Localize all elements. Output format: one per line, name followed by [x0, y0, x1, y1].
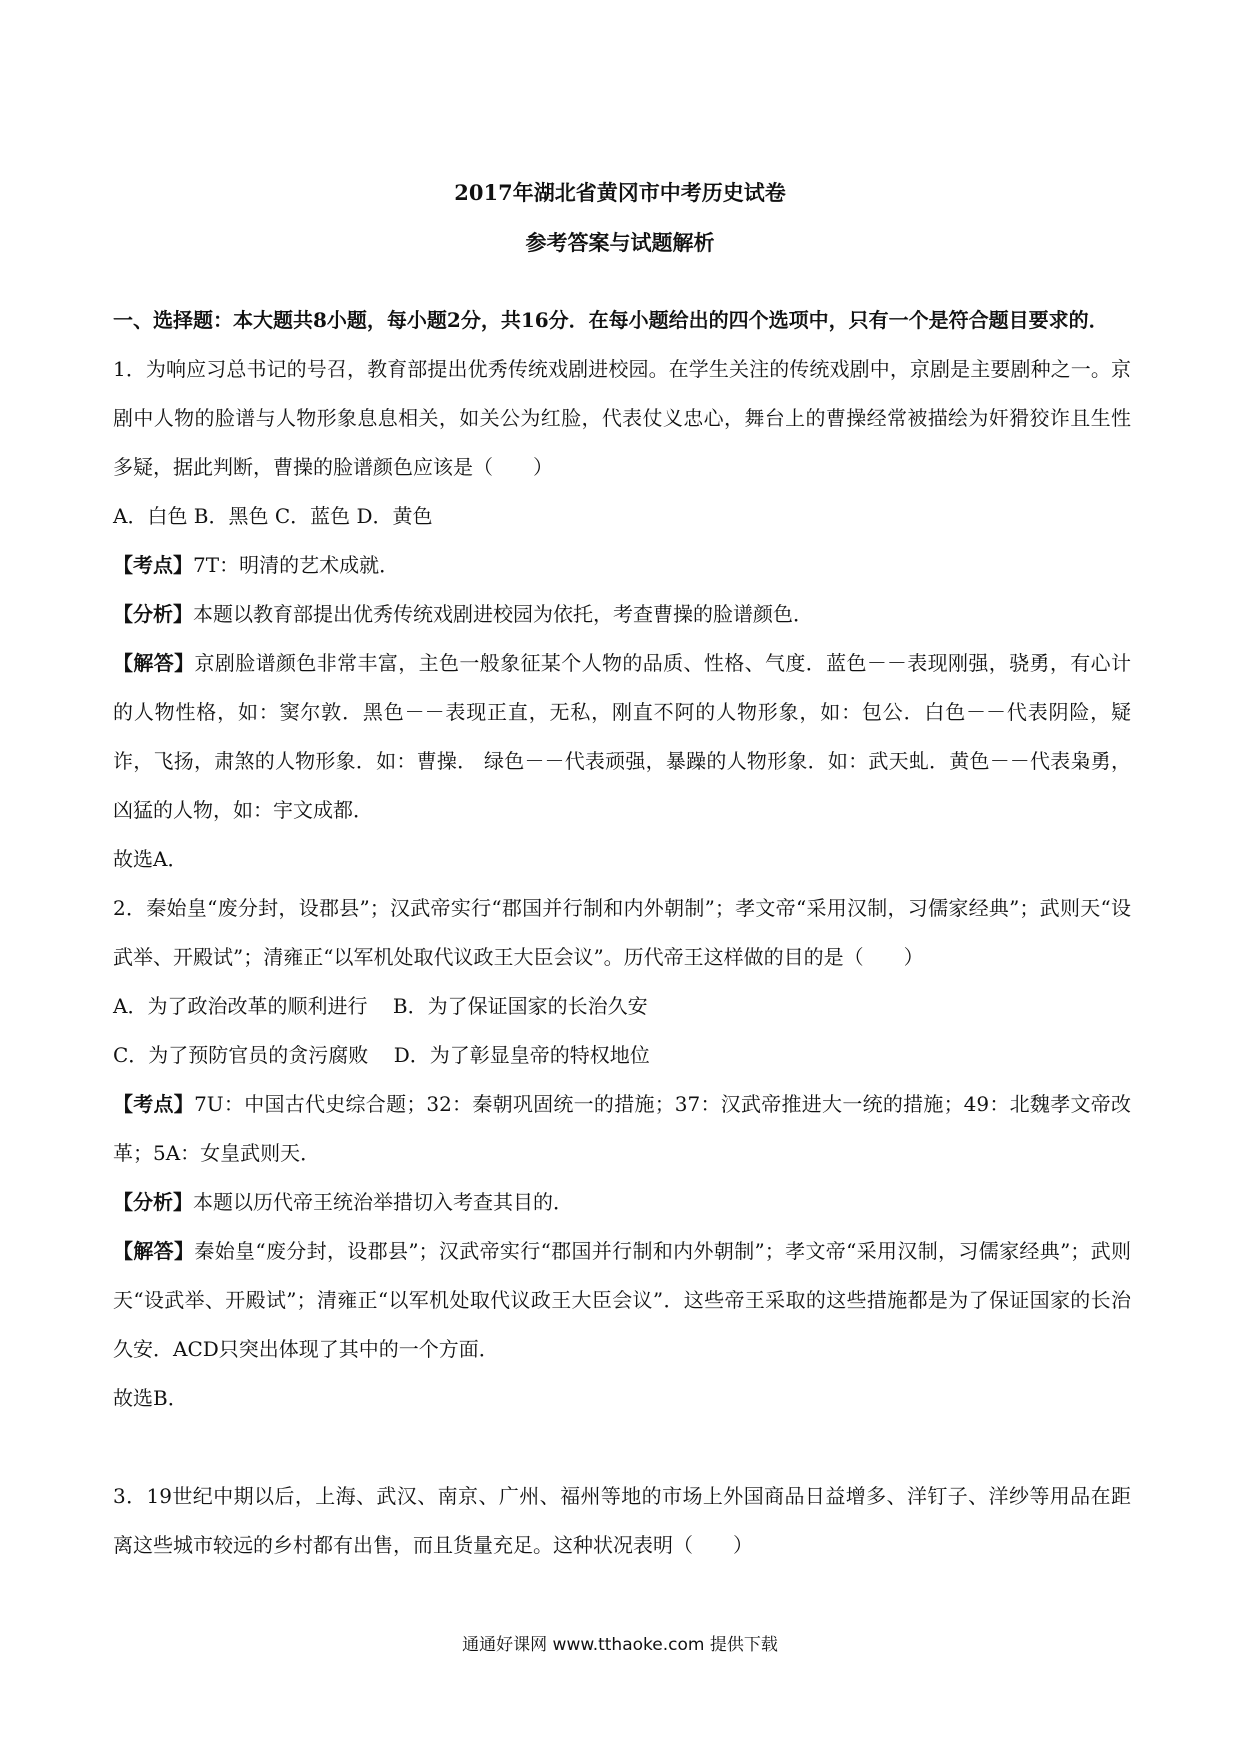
- fenxi-tag: 【分析】: [113, 602, 193, 626]
- fenxi-text: 本题以历代帝王统治举措切入考查其目的．: [193, 1190, 573, 1214]
- jieda-tag: 【解答】: [113, 651, 195, 675]
- kaodian-text: 7T：明清的艺术成就．: [193, 553, 400, 577]
- jieda-text: 秦始皇“废分封，设郡县”；汉武帝实行“郡国并行制和内外朝制”；孝文帝“采用汉制，习儒家经典”；武则天“设武举、开殿试”；清雍正“以军机处取代议政王大臣会议”．这些帝王采取的这些措施都是为了保证国家的长治久安．ACD只突出体现了其中的一个方面．: [113, 1239, 1131, 1361]
- question-2-jieda: [113, 1227, 1131, 1374]
- question-1-stem: 1．为响应习总书记的号召，教育部提出优秀传统戏剧进校园。在学生关注的传统戏剧中，京剧是主要剧种之一。京剧中人物的脸谱与人物形象息息相关，如关公为红脸，代表仗义忠心，舞台上的曹操经常被描绘为奸猾狡诈且生性多疑，据此判断，曹操的脸谱颜色应该是（ ）: [113, 357, 1131, 479]
- question-2-fenxi: [113, 1178, 1131, 1227]
- question-1-kaodian: [113, 541, 1131, 590]
- question-1-jieda: [113, 639, 1131, 835]
- question-2-options-row-2: [113, 1031, 1131, 1080]
- question-1-answer: 故选A．: [113, 847, 188, 871]
- jieda-tag: 【解答】: [113, 1239, 195, 1263]
- document-title: 2017年湖北省黄冈市中考历史试卷: [454, 180, 786, 205]
- question-2-options-row-1: [113, 982, 1131, 1031]
- question-1-options: A．白色 B．黑色 C．蓝色 D．黄色: [113, 504, 433, 528]
- question-1-fenxi: [113, 590, 1131, 639]
- kaodian-tag: 【考点】: [113, 553, 193, 577]
- fenxi-text: 本题以教育部提出优秀传统戏剧进校园为依托，考查曹操的脸谱颜色．: [193, 602, 813, 626]
- kaodian-text: 7U：中国古代史综合题；32：秦朝巩固统一的措施；37：汉武帝推进大一统的措施；49：北魏孝文帝改革；5A：女皇武则天．: [113, 1092, 1131, 1165]
- section-heading: 一、选择题：本大题共8小题，每小题2分，共16分．在每小题给出的四个选项中，只有一个是符合题目要求的．: [113, 308, 1109, 332]
- option-c: C．为了预防官员的贪污腐败: [113, 1043, 369, 1067]
- kaodian-tag: 【考点】: [113, 1092, 195, 1116]
- question-3-stem: 3．19世纪中期以后，上海、武汉、南京、广州、福州等地的市场上外国商品日益增多、洋钉子、洋纱等用品在距离这些城市较远的乡村都有出售，而且货量充足。这种状况表明（ ）: [113, 1484, 1131, 1557]
- jieda-text: 京剧脸谱颜色非常丰富，主色一般象征某个人物的品质、性格、气度．蓝色－－表现刚强，骁勇，有心计的人物性格，如：窦尔敦．黑色－－表现正直，无私，刚直不阿的人物形象，如：包公．白色－－代表阴险，疑诈，飞扬，肃煞的人物形象．如：曹操． 绿色－－代表顽强，暴躁的人物形象．如：武天虬．黄色－－代表枭勇，凶猛的人物，如：宇文成都．: [113, 651, 1131, 822]
- question-2-kaodian: [113, 1080, 1131, 1178]
- page-footer: 通通好课网 www.tthaoke.com 提供下载: [462, 1635, 778, 1655]
- option-d: D．为了彰显皇帝的特权地位: [393, 1043, 650, 1067]
- option-a: A．为了政治改革的顺利进行: [113, 994, 368, 1018]
- question-2-answer: 故选B．: [113, 1386, 188, 1410]
- question-2: [113, 884, 1131, 1423]
- option-b: B．为了保证国家的长治久安: [392, 994, 648, 1018]
- document-body: [113, 296, 1131, 1570]
- blank-gap: [113, 1423, 1131, 1472]
- question-1: [113, 345, 1131, 884]
- question-3: [113, 1472, 1131, 1570]
- document-subtitle: 参考答案与试题解析: [525, 230, 715, 255]
- fenxi-tag: 【分析】: [113, 1190, 193, 1214]
- question-2-stem: 2．秦始皇“废分封，设郡县”；汉武帝实行“郡国并行制和内外朝制”；孝文帝“采用汉制，习儒家经典”；武则天“设武举、开殿试”；清雍正“以军机处取代议政王大臣会议”。历代帝王这样做的目的是（ ）: [113, 896, 1131, 969]
